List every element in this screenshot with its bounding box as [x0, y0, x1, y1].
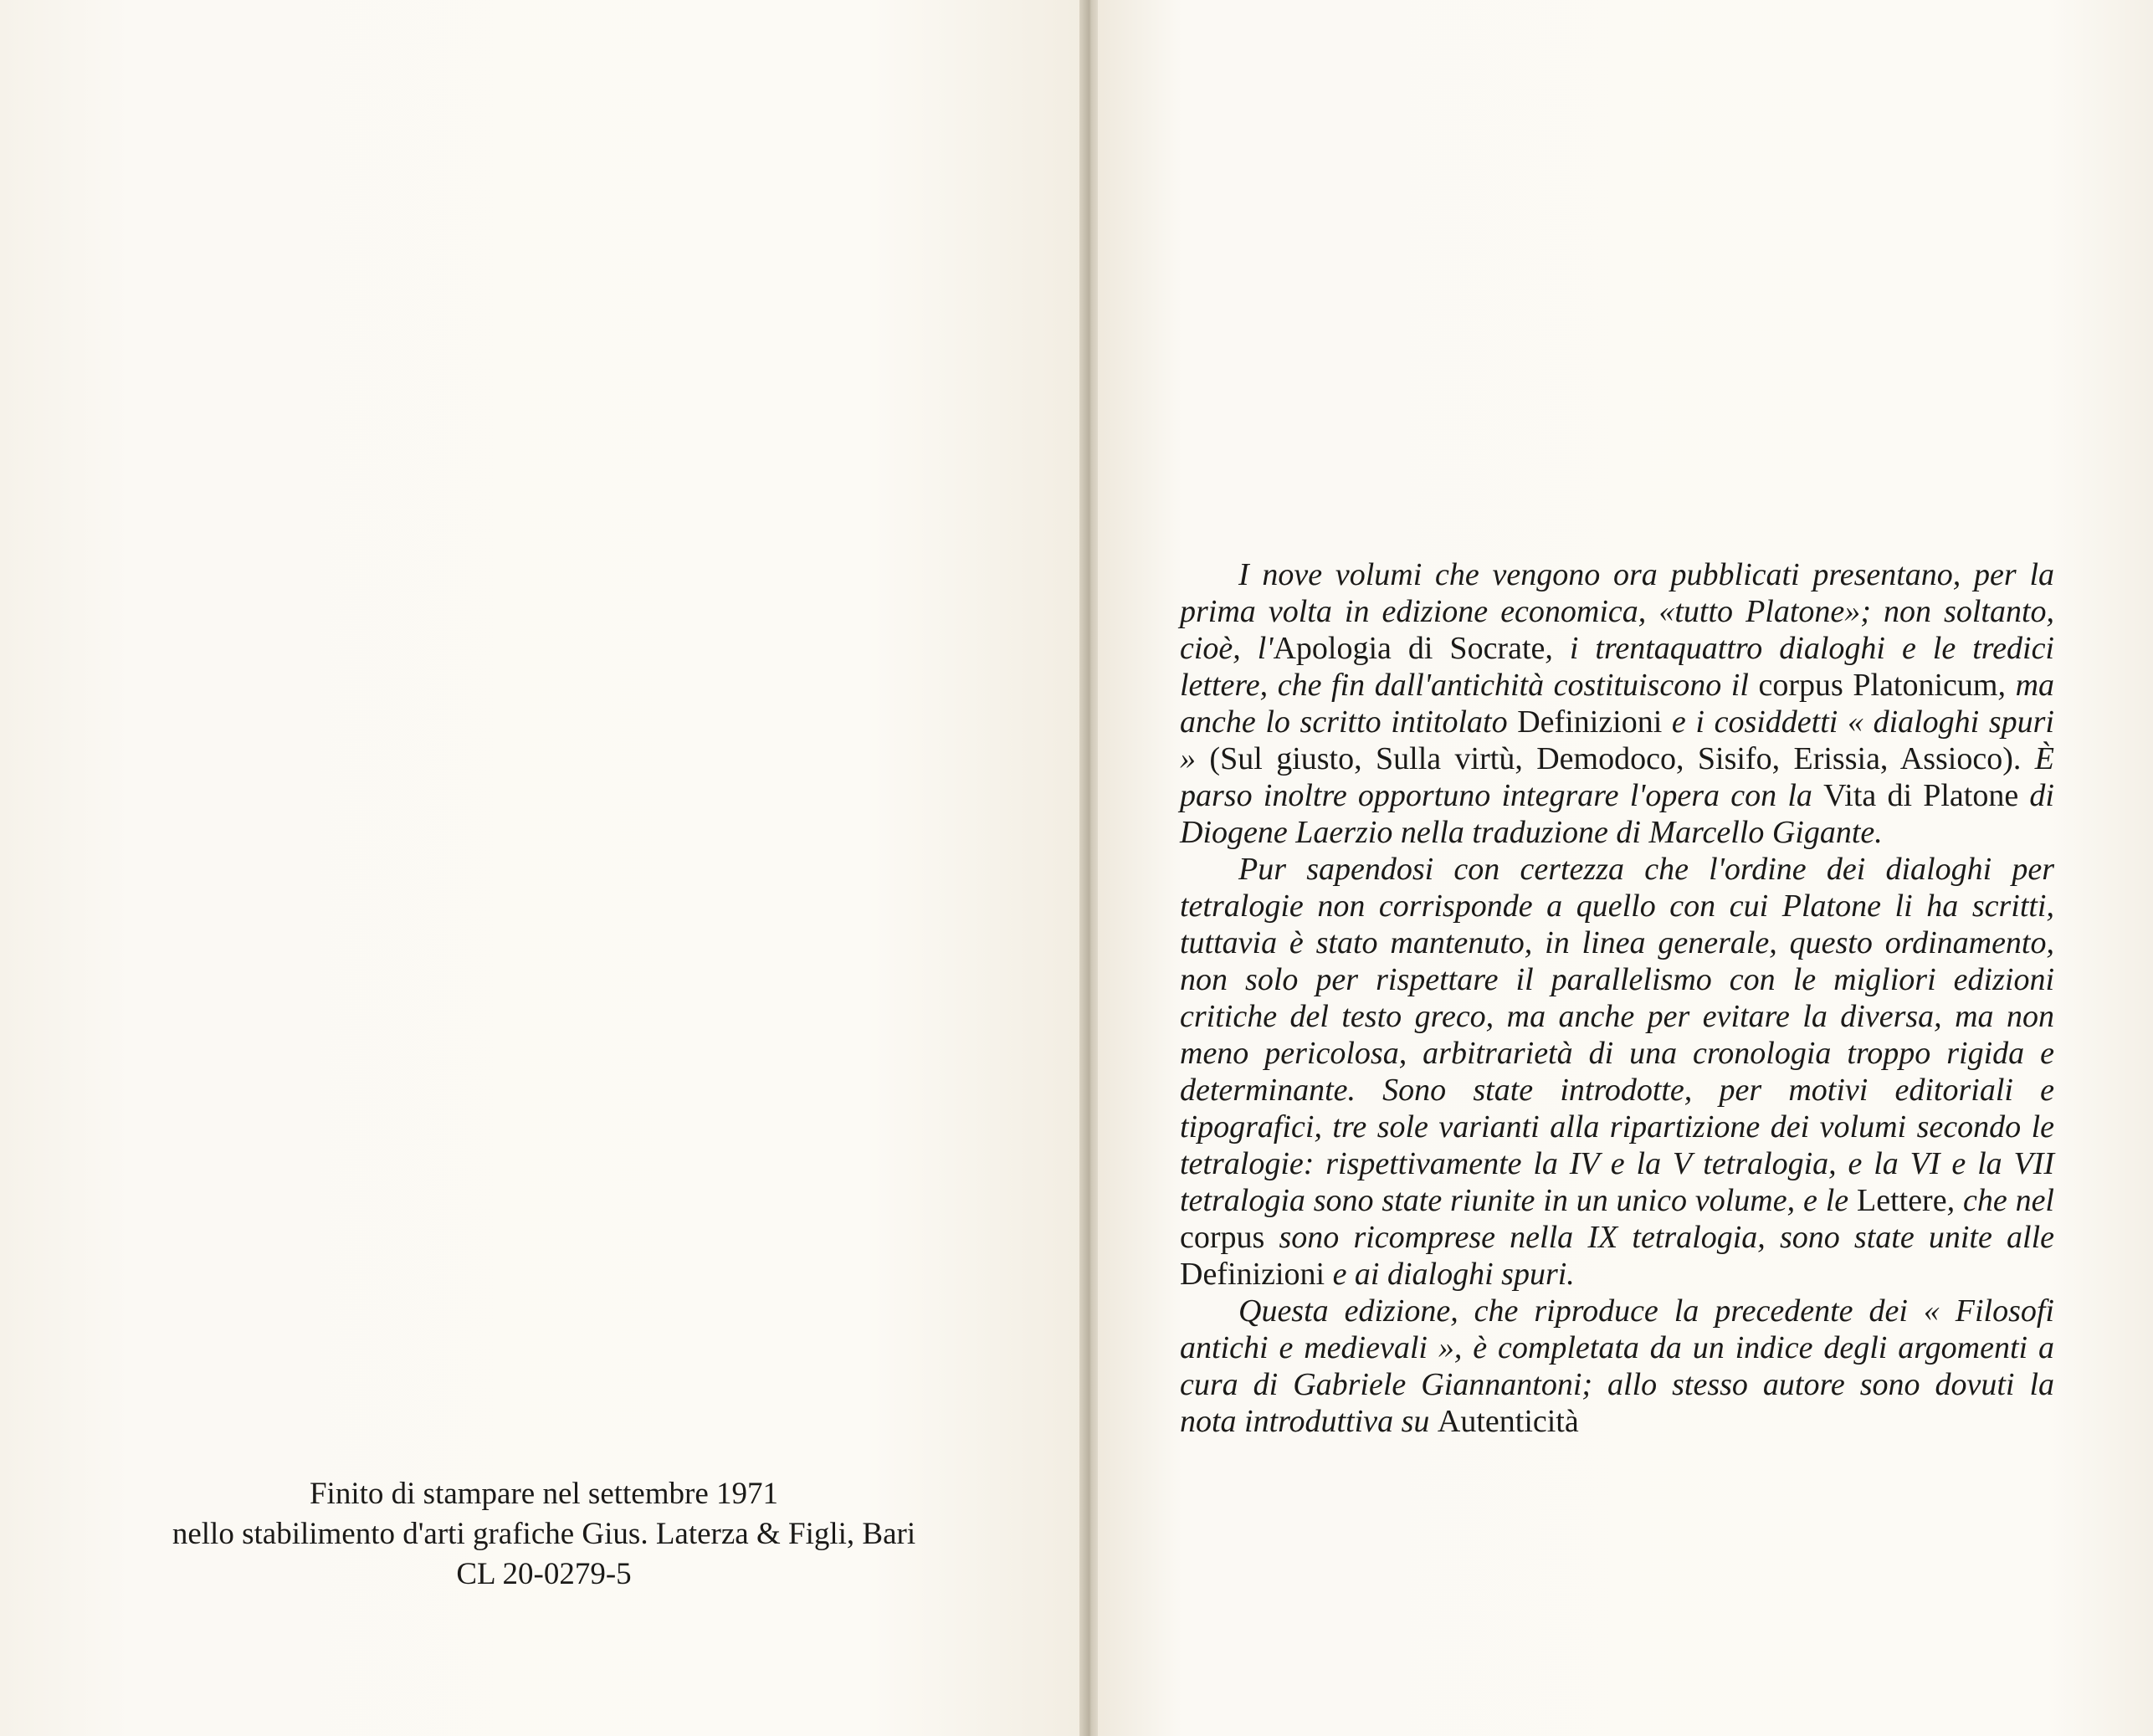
text-run: Pur sapendosi con certezza che l'ordine dei dialoghi per tetralogie non corrisponde a quello con cui Platone li ha scritti, tuttavia è stato mantenuto, in linea generale, questo ordinamento, non solo per rispettare il parallelismo con le migliori edizioni critiche del testo greco, ma anche per evitare la diversa, ma non meno pericolosa, arbitrarietà di una cronologia troppo rigida e determinante. Sono state introdotte, per motivi editoriali e tipografici, tre sole varianti alla ripartizione dei volumi secondo le tetralogie: rispettivamente la IV e la V tetralogia, e la VI e la VII tetralogia sono state riunite in un unico volume, e le: [1180, 852, 2054, 1218]
text-run: e i cosiddetti « dialoghi spuri »: [1180, 704, 2054, 776]
paragraph: [1180, 1293, 2054, 1440]
text-run: , che nel: [1946, 1183, 2054, 1218]
title-run: Definizioni: [1517, 704, 1663, 740]
colophon-line: Finito di stampare nel settembre 1971: [309, 1477, 779, 1511]
publisher-note: [1180, 556, 2054, 1440]
title-run: Autenticità: [1437, 1404, 1579, 1439]
text-run: di Diogene Laerzio nella traduzione di Marcello Gigante.: [1180, 778, 2054, 850]
text-run: I nove volumi che vengono ora pubblicati presentano, per la prima volta in edizione economica, «tutto Platone»; non soltanto, cioè, l': [1180, 557, 2054, 666]
text-run: Questa edizione, che riproduce la precedente dei « Filosofi antichi e medievali », è completata da un indice degli argomenti a cura di Gabriele Giannantoni; allo stesso autore sono dovuti la nota introduttiva su: [1180, 1293, 2054, 1439]
paragraph: [1180, 556, 2054, 851]
title-run: Apologia di Socrate: [1273, 631, 1546, 666]
text-run: , i trentaquattro dialoghi e le tredici lettere, che fin dall'antichità costituiscono il: [1180, 631, 2054, 703]
title-run: Vita di Platone: [1823, 778, 2019, 813]
title-run: Definizioni: [1180, 1257, 1325, 1292]
title-run: (Sul giusto, Sulla virtù, Demodoco, Sisifo, Erissia, Assioco).: [1209, 741, 2022, 776]
colophon: [126, 1474, 962, 1595]
title-run: corpus: [1180, 1220, 1265, 1255]
title-run: corpus Platonicum: [1758, 668, 1998, 703]
paragraph: [1180, 851, 2054, 1293]
text-run: , ma anche lo scritto intitolato: [1180, 668, 2055, 740]
colophon-line: nello stabilimento d'arti grafiche Gius. Laterza & Figli, Bari: [172, 1517, 916, 1551]
text-run: e ai dialoghi spuri.: [1325, 1257, 1575, 1292]
text-run: È parso inoltre opportuno integrare l'opera con la: [1180, 741, 2054, 813]
title-run: Lettere: [1857, 1183, 1947, 1218]
colophon-line: CL 20-0279-5: [456, 1557, 632, 1591]
text-run: sono ricomprese nella IX tetralogia, sono state unite alle: [1264, 1220, 2054, 1255]
